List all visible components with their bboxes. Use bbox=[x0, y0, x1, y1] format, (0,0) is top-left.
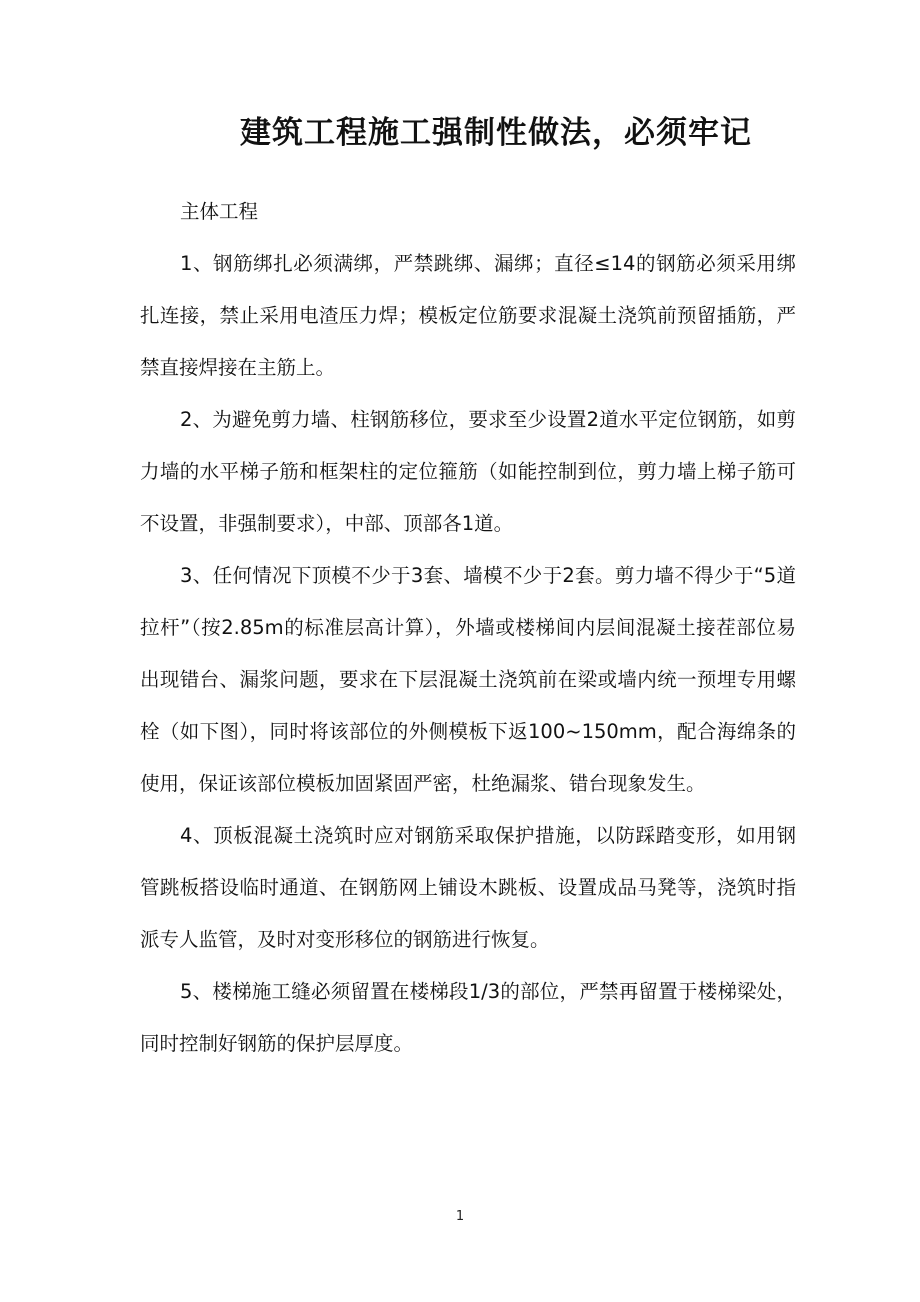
document-title: 建筑工程施工强制性做法，必须牢记 bbox=[240, 115, 752, 151]
section-heading: 主体工程 bbox=[180, 200, 259, 223]
paragraph-2: 2、为避免剪力墙、柱钢筋移位，要求至少设置2道水平定位钢筋，如剪力墙的水平梯子筋和框架柱的定位箍筋（如能控制到位，剪力墙上梯子筋可不设置，非强制要求），中部、顶部各1道。 bbox=[140, 408, 796, 535]
paragraph-1: 1、钢筋绑扎必须满绑，严禁跳绑、漏绑；直径≤14的钢筋必须采用绑扎连接，禁止采用电渣压力焊；模板定位筋要求混凝土浇筑前预留插筋，严禁直接焊接在主筋上。 bbox=[140, 252, 796, 379]
paragraph-5: 5、楼梯施工缝必须留置在楼梯段1/3的部位，严禁再留置于楼梯梁处，同时控制好钢筋的保护层厚度。 bbox=[140, 980, 796, 1055]
document-body bbox=[140, 186, 796, 1070]
paragraph-4: 4、顶板混凝土浇筑时应对钢筋采取保护措施，以防踩踏变形，如用钢管跳板搭设临时通道、在钢筋网上铺设木跳板、设置成品马凳等，浇筑时指派专人监管，及时对变形移位的钢筋进行恢复。 bbox=[140, 824, 796, 951]
page-number: 1 bbox=[455, 1209, 465, 1224]
paragraph-3: 3、任何情况下顶模不少于3套、墙模不少于2套。剪力墙不得少于“5道拉杆”（按2.85m的标准层高计算），外墙或楼梯间内层间混凝土接茬部位易出现错台、漏浆问题，要求在下层混凝土浇筑前在梁或墙内统一预埋专用螺栓（如下图），同时将该部位的外侧模板下返100~150mm，配合海绵条的使用，保证该部位模板加固紧固严密，杜绝漏浆、错台现象发生。 bbox=[140, 564, 796, 795]
